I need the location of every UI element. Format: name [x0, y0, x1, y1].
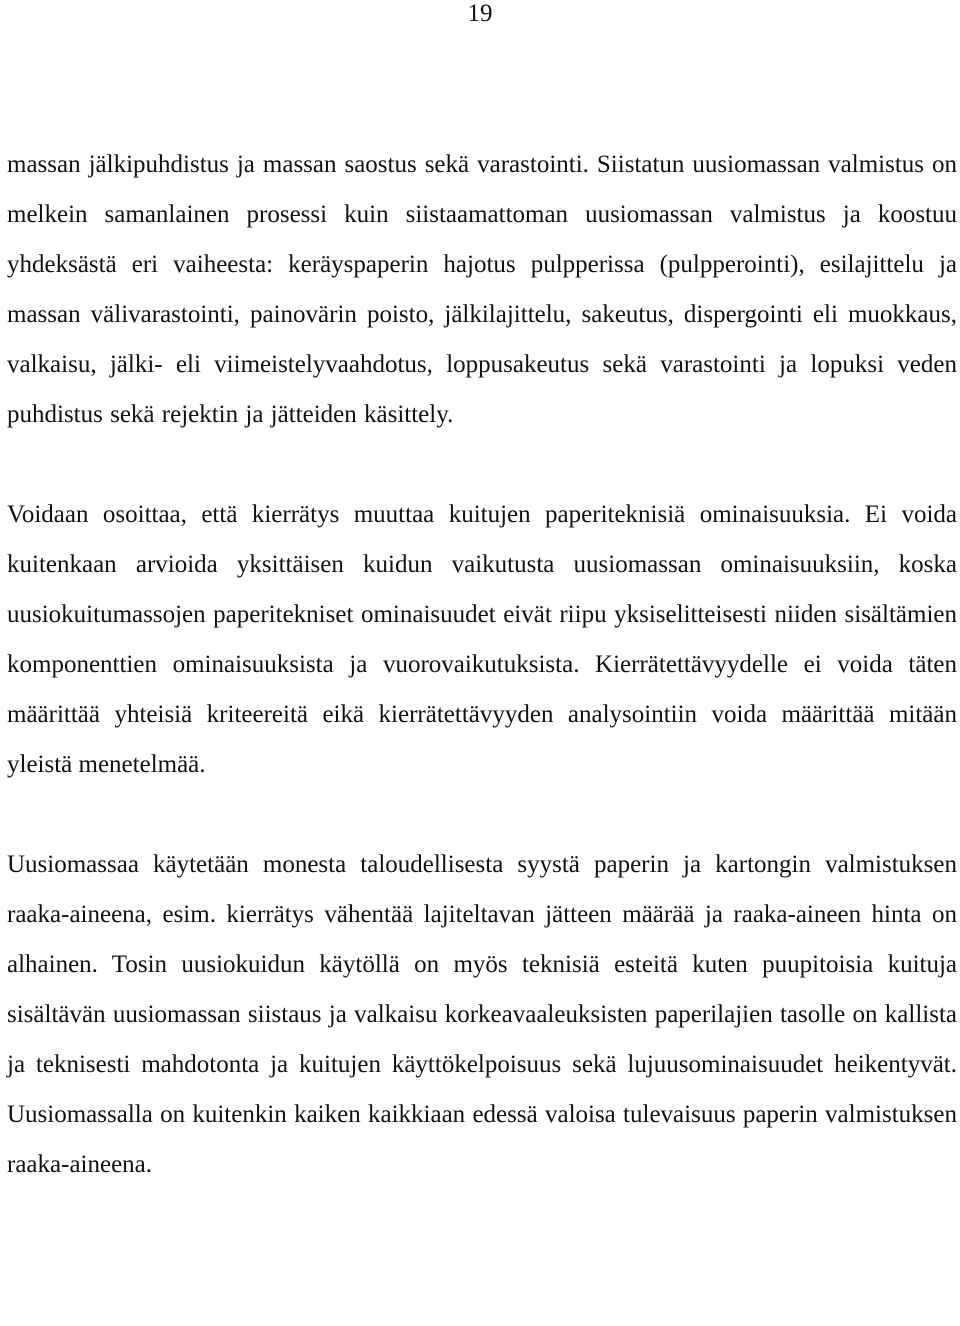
paragraph-2: Voidaan osoittaa, että kierrätys muuttaa kuitujen paperiteknisiä ominaisuuksia. Ei voida kuitenkaan arvioida yksittäisen kuidun vaikutusta uusiomassan ominaisuuksiin, koska uusiokuitumassojen paperitekniset ominaisuudet eivät riipu yksiselitteisesti niiden sisältämien komponenttien ominaisuuksista ja vuorovaikutuksista. Kierrätettävyydelle ei voida täten määrittää yhteisiä kriteereitä eikä kierrätettävyyden analysointiin voida määrittää mitään yleistä menetelmää. [7, 501, 957, 778]
page-number: 19 [467, 0, 493, 27]
paragraph-3: Uusiomassaa käytetään monesta taloudellisesta syystä paperin ja kartongin valmistuksen raaka-aineena, esim. kierrätys vähentää lajiteltavan jätteen määrää ja raaka-aineen hinta on alhainen. Tosin uusiokuidun käytöllä on myös teknisiä esteitä kuten puupitoisia kuituja sisältävän uusiomassan siistaus ja valkaisu korkeavaaleuksisten paperilajien tasolle on kallista ja teknisesti mahdotonta ja kuitujen käyttökelpoisuus sekä lujuusominaisuudet heikentyvät. Uusiomassalla on kuitenkin kaiken kaikkiaan edessä valoisa tulevaisuus paperin valmistuksen raaka-aineena. [7, 851, 957, 1178]
document-body [7, 140, 957, 1190]
paragraph-1: massan jälkipuhdistus ja massan saostus sekä varastointi. Siistatun uusiomassan valmistus on melkein samanlainen prosessi kuin siistaamattoman uusiomassan valmistus ja koostuu yhdeksästä eri vaiheesta: keräyspaperin hajotus pulpperissa (pulpperointi), esilajittelu ja massan välivarastointi, painovärin poisto, jälkilajittelu, sakeutus, dispergointi eli muokkaus, valkaisu, jälki- eli viimeistelyvaahdotus, loppusakeutus sekä varastointi ja lopuksi veden puhdistus sekä rejektin ja jätteiden käsittely. [7, 151, 957, 428]
